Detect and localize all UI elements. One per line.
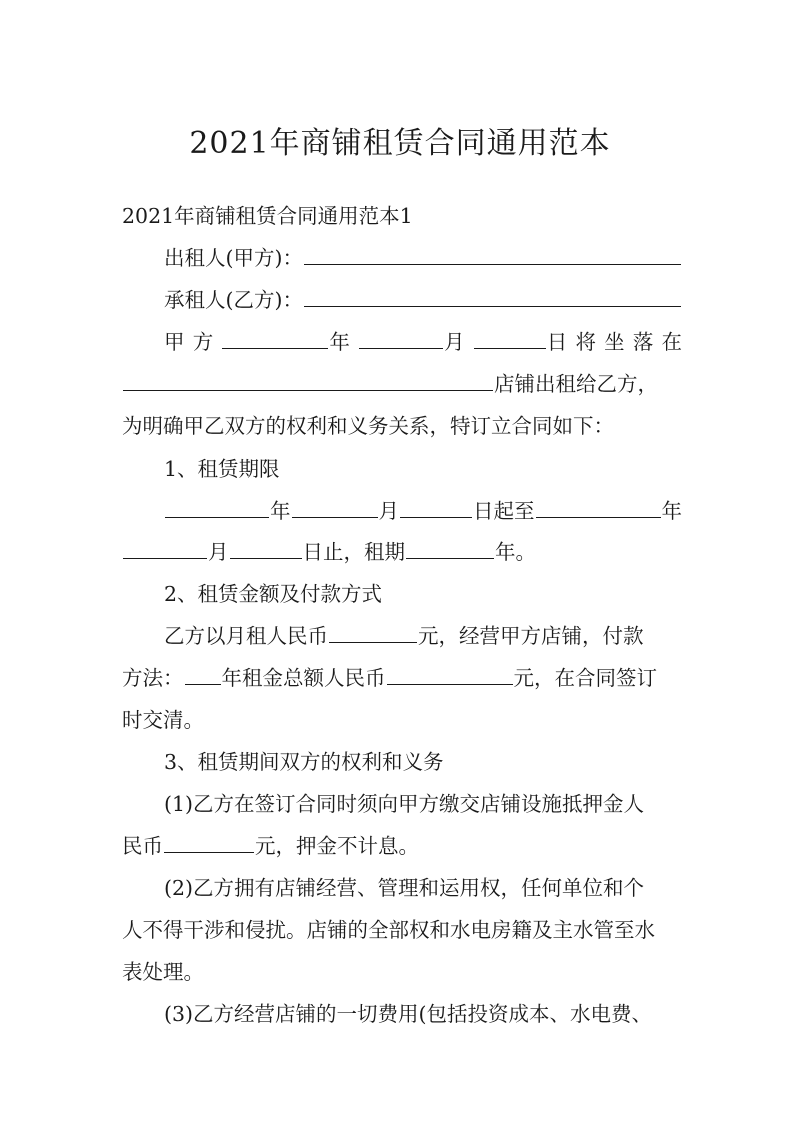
end-month-blank: [123, 538, 207, 559]
lessor-line: [164, 243, 682, 273]
deposit-blank: [164, 832, 254, 853]
end-year-text: 年: [661, 499, 682, 523]
document-title: 2021年商铺租赁合同通用范本: [189, 126, 611, 161]
section-3-p2-line-2: 人不得干涉和侵扰。店铺的全部权和水电房籍及主水管至水: [122, 918, 655, 942]
intro-char: 坐: [604, 330, 625, 354]
start-year-blank: [165, 497, 269, 518]
lessee-blank: [304, 286, 681, 307]
start-day-blank: [400, 497, 472, 518]
intro-line-1: [164, 327, 682, 357]
lessee-label: 承租人(乙方)：: [164, 288, 303, 312]
monthly-rent-label: 乙方以月租人民币: [164, 624, 328, 648]
monthly-rent-blank: [329, 622, 417, 643]
end-month-text: 月: [208, 540, 229, 564]
deposit-label: 民币: [122, 834, 163, 858]
section-3-p3-line-1: (3)乙方经营店铺的一切费用(包括投资成本、水电费、: [164, 1002, 653, 1026]
intro-line-2-text: 店铺出租给乙方，: [494, 372, 658, 396]
annual-rent-blank: [387, 664, 513, 685]
intro-char: 在: [661, 330, 682, 354]
intro-line-2: [122, 369, 682, 399]
section-1-heading: 1、租赁期限: [164, 457, 280, 481]
section-3-p2-line-1: (2)乙方拥有店铺经营、管理和运用权，任何单位和个: [164, 876, 645, 900]
section-3-p2-line-3: 表处理。: [122, 960, 204, 984]
section-2-line-3: 时交清。: [122, 708, 204, 732]
start-month-text: 月: [378, 499, 399, 523]
start-month-blank: [292, 497, 378, 518]
intro-date-month: [358, 327, 465, 357]
term-blank: [406, 538, 494, 559]
lessor-blank: [304, 244, 681, 265]
intro-char: 甲: [164, 330, 185, 354]
annual-rent-label: 年租金总额人民币: [221, 666, 386, 690]
end-day-blank: [230, 538, 302, 559]
section-1-line-2: [122, 537, 682, 567]
section-1-line-1: [164, 496, 682, 526]
end-year-blank: [536, 497, 661, 518]
intro-char: 将: [575, 330, 596, 354]
monthly-rent-tail: 元，经营甲方店铺，付款: [418, 624, 644, 648]
section-3-heading: 3、租赁期间双方的权利和义务: [164, 750, 444, 774]
lessor-label: 出租人(甲方)：: [164, 246, 303, 270]
intro-line-3: 为明确甲乙双方的权利和义务关系，特订立合同如下：: [122, 414, 614, 438]
year-text: 年: [329, 330, 350, 354]
section-2-heading: 2、租赁金额及付款方式: [164, 582, 383, 606]
start-from-text: 日起至: [473, 499, 535, 523]
intro-date-year: [221, 327, 350, 357]
intro-date-day: [473, 327, 568, 357]
start-year-text: 年: [270, 499, 291, 523]
payment-method-label: 方法：: [122, 666, 184, 690]
end-text: 日止，租期: [302, 540, 405, 564]
section-3-p1-line-2: [122, 831, 682, 861]
term-year-text: 年。: [495, 540, 536, 564]
day-text: 日: [546, 330, 568, 354]
intro-char: 落: [632, 330, 654, 354]
payment-blank: [185, 664, 221, 685]
year-blank: [222, 328, 328, 349]
document-subtitle: 2021年商铺租赁合同通用范本1: [122, 204, 413, 228]
annual-rent-tail: 元，在合同签订: [513, 666, 657, 690]
lessee-line: [164, 285, 682, 315]
month-blank: [359, 328, 443, 349]
section-2-line-2: [122, 663, 682, 693]
day-blank: [474, 328, 546, 349]
deposit-tail: 元，押金不计息。: [255, 834, 419, 858]
section-3-p1-line-1: (1)乙方在签订合同时须向甲方缴交店铺设施抵押金人: [164, 792, 645, 816]
intro-char: 方: [192, 330, 214, 354]
section-2-line-1: [164, 621, 682, 651]
location-blank: [123, 370, 493, 391]
month-text: 月: [444, 330, 465, 354]
